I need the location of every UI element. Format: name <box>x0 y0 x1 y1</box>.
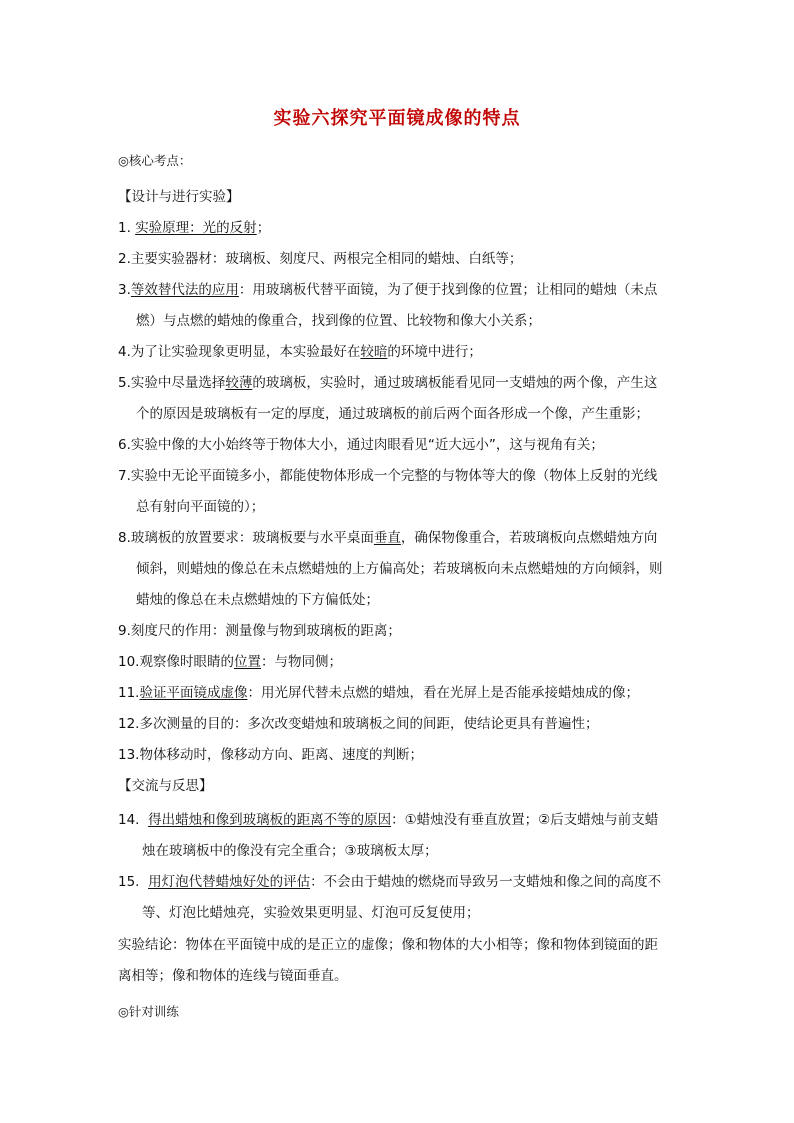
underlined-key-term: 用灯泡代替蜡烛好处的评估 <box>148 874 311 890</box>
item-number: 13. <box>118 747 140 763</box>
conclusion-line-1: 实验结论：物体在平面镜中成的是正立的虚像；像和物体的大小相等；像和物体到镜面的距 <box>118 937 658 953</box>
item-text: 物体移动时，像移动方向、距离、速度的判断； <box>139 747 423 763</box>
list-item-2 <box>118 249 522 269</box>
list-item-3-continuation: 燃）与点燃的蜡烛的像重合，找到像的位置、比较物和像大小关系； <box>136 313 541 329</box>
core-points-heading: ◎核心考点： <box>118 153 192 168</box>
item-text: 刻度尺的作用：测量像与物到玻璃板的距离； <box>130 623 401 639</box>
item-number: 1. <box>118 220 131 236</box>
conclusion-line-2: 离相等；像和物体的连线与镜面垂直。 <box>118 968 348 984</box>
item-text: 实验中像的大小始终等于物体大小，通过肉眼看见“近大远小”，这与视角有关； <box>130 437 604 453</box>
section-heading-reflection: 【交流与反思】 <box>118 778 213 794</box>
list-item-5-continuation: 个的原因是玻璃板有一定的厚度，通过玻璃板的前后两个面各形成一个像，产生重影； <box>136 406 649 422</box>
list-item-8 <box>118 528 657 548</box>
item-text: 为了让实验现象更明显，本实验最好在 <box>130 344 361 360</box>
item-number: 14. <box>118 812 140 828</box>
item-text: ，确保物像重合，若玻璃板向点燃蜡烛方向 <box>400 530 658 546</box>
item-text: ：①蜡烛没有垂直放置；②后支蜡烛与前支蜡 <box>391 812 659 828</box>
training-heading: ◎针对训练 <box>118 1004 179 1019</box>
underlined-key-term: 较薄 <box>225 375 253 391</box>
item-number: 8. <box>118 530 131 546</box>
underlined-key-term: 验证平面镜成虚像 <box>139 685 248 701</box>
list-item-13 <box>118 745 423 765</box>
list-item-11 <box>118 683 639 703</box>
list-item-9 <box>118 621 401 641</box>
item-number: 11. <box>118 685 140 701</box>
list-item-5 <box>118 373 657 393</box>
item-text: ：不会由于蜡烛的燃烧而导致另一支蜡烛和像之间的高度不 <box>310 874 662 890</box>
item-text: ：用光屏代替未点燃的蜡烛，看在光屏上是否能承接蜡烛成的像； <box>247 685 639 701</box>
underlined-key-term: 位置 <box>233 654 261 670</box>
underlined-key-term: 垂直 <box>373 530 401 546</box>
list-item-8-continuation-1: 倾斜，则蜡烛的像总在未点燃蜡烛的上方偏高处；若玻璃板向未点燃蜡烛的方向倾斜，则 <box>136 561 663 577</box>
list-item-8-continuation-2: 蜡烛的像总在未点燃蜡烛的下方偏低处； <box>136 592 379 608</box>
item-number: 2. <box>118 251 131 267</box>
underlined-key-term: 等效替代法的应用 <box>130 282 239 298</box>
item-text: 观察像时眼睛的 <box>139 654 234 670</box>
item-text: 玻璃板的放置要求：玻璃板要与水平桌面 <box>130 530 374 546</box>
item-number: 12. <box>118 716 140 732</box>
list-item-6 <box>118 435 604 455</box>
list-item-4 <box>118 342 482 362</box>
item-text: 主要实验器材：玻璃板、刻度尺、两根完全相同的蜡烛、白纸等； <box>130 251 523 267</box>
list-item-15-continuation: 等、灯泡比蜡烛亮，实验效果更明显、灯泡可反复使用； <box>142 905 480 921</box>
item-text: 实验中无论平面镜多小，都能使物体形成一个完整的与物体等大的像（物体上反射的光线 <box>130 468 658 484</box>
underlined-key-term: 实验原理：光的反射 <box>135 220 257 236</box>
item-number: 9. <box>118 623 131 639</box>
underlined-key-term: 较暗 <box>360 344 388 360</box>
list-item-10 <box>118 652 342 672</box>
item-text: ：用玻璃板代替平面镜，为了便于找到像的位置；让相同的蜡烛（未点 <box>238 282 658 298</box>
underlined-key-term: 得出蜡烛和像到玻璃板的距离不等的原因 <box>148 812 392 828</box>
list-item-12 <box>118 714 598 734</box>
list-item-7 <box>118 466 657 486</box>
item-number: 3. <box>118 282 131 298</box>
item-text: ：与物同侧； <box>260 654 342 670</box>
item-text: 的玻璃板，实验时，通过玻璃板能看见同一支蜡烛的两个像，产生这 <box>252 375 658 391</box>
item-number: 5. <box>118 375 131 391</box>
item-text: 的环境中进行； <box>387 344 482 360</box>
list-item-7-continuation: 总有射向平面镜的）； <box>136 499 265 515</box>
list-item-1 <box>118 218 270 238</box>
page-title: 实验六探究平面镜成像的特点 <box>273 108 521 129</box>
item-text: 实验中尽量选择 <box>130 375 226 391</box>
list-item-14-continuation: 烛在玻璃板中的像没有完全重合；③玻璃板太厚； <box>142 843 438 859</box>
item-number: 6. <box>118 437 131 453</box>
item-number: 7. <box>118 468 131 484</box>
item-number: 10. <box>118 654 140 670</box>
item-text: ； <box>256 220 271 236</box>
item-text: 多次测量的目的：多次改变蜡烛和玻璃板之间的间距，使结论更具有普遍性； <box>139 716 599 732</box>
section-heading-design: 【设计与进行实验】 <box>118 189 240 205</box>
list-item-14 <box>118 810 658 830</box>
item-number: 15. <box>118 874 140 890</box>
list-item-3 <box>118 280 657 300</box>
item-number: 4. <box>118 344 131 360</box>
list-item-15 <box>118 872 661 892</box>
